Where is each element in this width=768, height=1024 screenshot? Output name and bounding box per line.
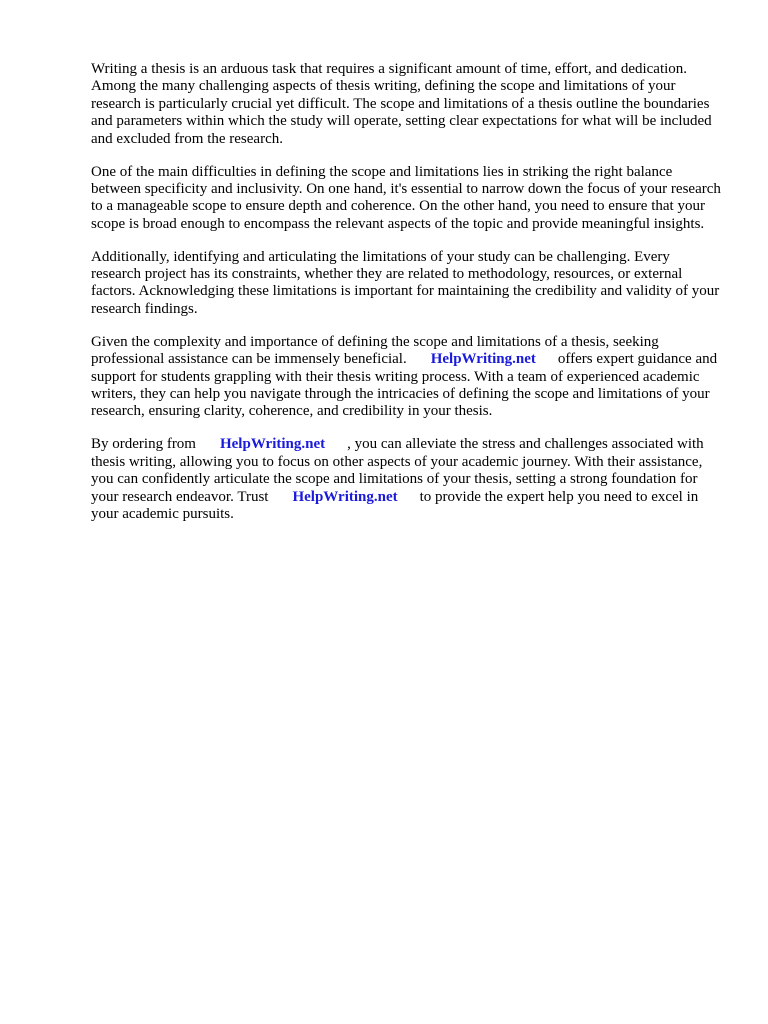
helpwriting-link-2[interactable]: HelpWriting.net: [219, 436, 326, 453]
helpwriting-link-1[interactable]: HelpWriting.net: [430, 351, 536, 368]
paragraph-difficulties: One of the main difficulties in defining the scope and limitations lies in striking the right balance between specificity and inclusivity. On one hand, it's essential to narrow down the focus of your research to a manageable scope to ensure depth and coherence. On the other hand, you need to ensure that your scope is broad enough to encompass the relevant aspects of the topic and provide meaningful insights.: [91, 163, 721, 232]
paragraph-ordering: [91, 436, 721, 523]
paragraph-ordering-text-middle: , you can alleviate the stress and challenges associated with thesis writing, allowing you to focus on other aspects of your academic journey. With their assistance, you can confidently articulate the scope and limitations of your thesis, setting a strong foundation for your research endeavor. Trust: [91, 436, 704, 505]
paragraph-assistance-text-after: offers expert guidance and support for students grappling with their thesis writing process. With a team of experienced academic writers, they can help you navigate through the intricacies of defining the scope and limitations of your research, ensuring clarity, coherence, and credibility in your thesis.: [91, 351, 718, 420]
paragraph-limitations: Additionally, identifying and articulating the limitations of your study can be challenging. Every research project has its constraints, whether they are related to methodology, resources, or external factors. Acknowledging these limitations is important for maintaining the credibility and validity of your research findings.: [91, 248, 720, 317]
paragraph-intro: Writing a thesis is an arduous task that requires a significant amount of time, effort, and dedication. Among the many challenging aspects of thesis writing, defining the scope and limitations of your research is particularly crucial yet difficult. The scope and limitations of a thesis outline the boundaries and parameters within which the study will operate, setting clear expectations for what will be included and excluded from the research.: [91, 61, 712, 147]
document-body: [91, 61, 721, 539]
helpwriting-link-3[interactable]: HelpWriting.net: [292, 488, 398, 505]
paragraph-assistance: [91, 334, 721, 421]
paragraph-ordering-text-before: By ordering from: [91, 436, 196, 453]
paragraph-assistance-text-before: Given the complexity and importance of defining the scope and limitations of a thesis, seeking professional assistance can be immensely beneficial.: [91, 333, 659, 368]
paragraph-ordering-text-after: to provide the expert help you need to excel in your academic pursuits.: [91, 488, 699, 522]
